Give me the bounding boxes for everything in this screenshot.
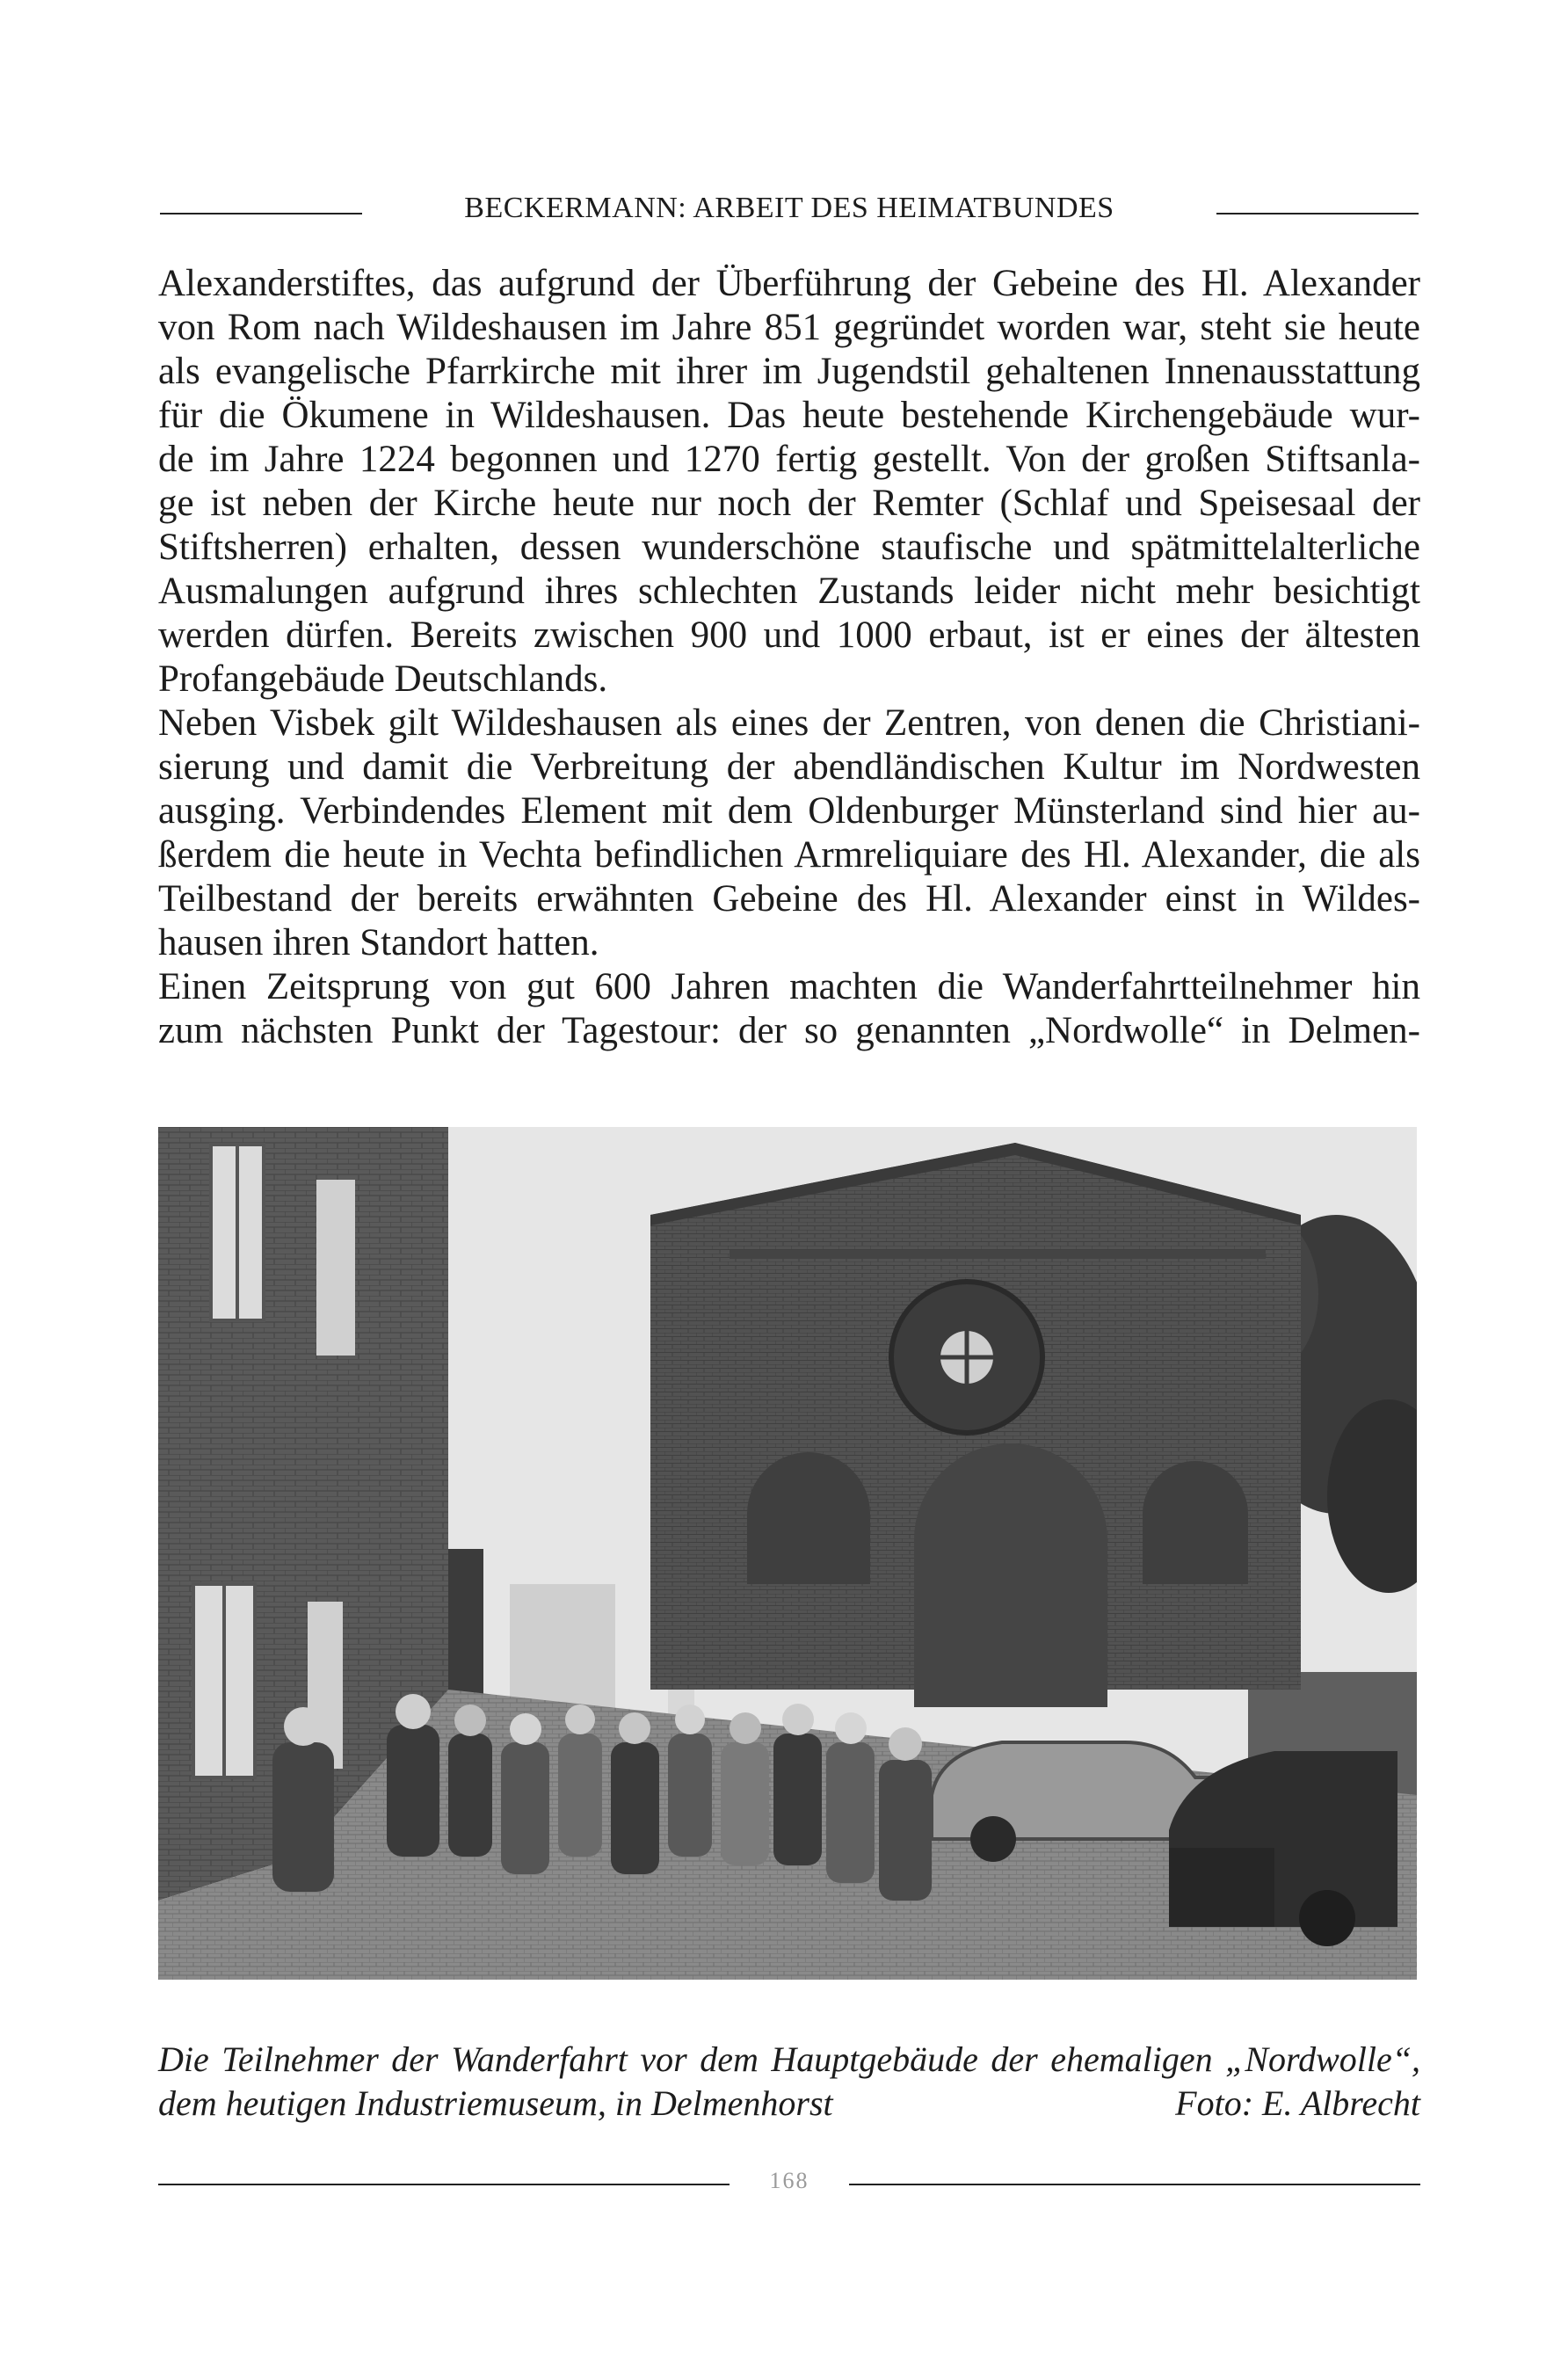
photo-nordwolle [158, 1127, 1417, 1980]
body-line: Ausmalungen aufgrund ihres schlechten Zustands leider nicht mehr besichtigt [158, 571, 1420, 612]
body-line: werden dürfen. Bereits zwischen 900 und 1000 erbaut, ist er eines der ältesten [158, 614, 1420, 656]
header-rule-right [1216, 213, 1419, 214]
running-header-title: BECKERMANN: ARBEIT DES HEIMATBUNDES [464, 192, 1114, 224]
body-line: hausen ihren Standort hatten. [158, 922, 599, 963]
body-line: Profangebäude Deutschlands. [158, 658, 608, 700]
footer-rule-right [849, 2184, 1420, 2185]
caption-line-1: Die Teilnehmer der Wanderfahrt vor dem Hauptgebäude der ehemaligen „Nordwolle“, [158, 2039, 1420, 2079]
body-line: sierung und damit die Verbreitung der abendländischen Kultur im Nordwesten [158, 746, 1420, 788]
body-line: ßerdem die heute in Vechta befindlichen Armreliquiare des Hl. Alexander, die als [158, 834, 1420, 876]
body-text [158, 262, 1420, 1053]
header-rule-left [160, 213, 362, 214]
page-number: 168 [769, 2168, 809, 2193]
caption-text: dem heutigen Industriemuseum, in Delmenhorst [158, 2083, 833, 2123]
photo-credit: Foto: E. Albrecht [1175, 2083, 1420, 2123]
body-line: ge ist neben der Kirche heute nur noch der Remter (Schlaf und Speisesaal der [158, 483, 1420, 524]
body-line: als evangelische Pfarrkirche mit ihrer im Jugendstil gehaltenen Innenausstattung [158, 351, 1420, 392]
body-line: Einen Zeitsprung von gut 600 Jahren machten die Wanderfahrtteilnehmer hin [158, 966, 1420, 1007]
body-line: ausging. Verbindendes Element mit dem Oldenburger Münsterland sind hier au- [158, 790, 1420, 832]
body-line: für die Ökumene in Wildeshausen. Das heute bestehende Kirchengebäude wur- [158, 395, 1420, 436]
page-footer [158, 2168, 1420, 2198]
photo-caption [158, 2038, 1420, 2126]
body-line: zum nächsten Punkt der Tagestour: der so genannten „Nordwolle“ in Delmen- [158, 1010, 1420, 1051]
photo-illustration [158, 1127, 1417, 1980]
body-line: Teilbestand der bereits erwähnten Gebeine des Hl. Alexander einst in Wildes- [158, 878, 1420, 920]
body-line: Stiftsherren) erhalten, dessen wunderschöne staufische und spätmittelalterliche [158, 527, 1420, 568]
body-line: Neben Visbek gilt Wildeshausen als eines der Zentren, von denen die Christiani- [158, 702, 1420, 744]
factory-building [650, 1143, 1301, 1707]
body-line: de im Jahre 1224 begonnen und 1270 fertig gestellt. Von der großen Stiftsanla- [158, 439, 1420, 480]
body-line: von Rom nach Wildeshausen im Jahre 851 gegründet worden war, steht sie heute [158, 307, 1420, 348]
caption-line-2 [158, 2082, 1420, 2126]
body-line: Alexanderstiftes, das aufgrund der Überführung der Gebeine des Hl. Alexander [158, 263, 1420, 304]
running-header [160, 186, 1419, 239]
